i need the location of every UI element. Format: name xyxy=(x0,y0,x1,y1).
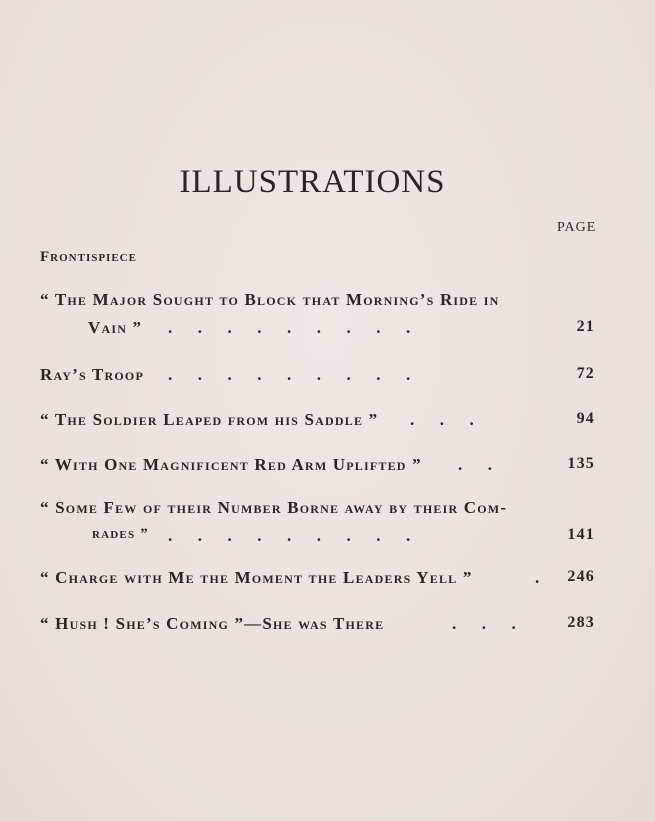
list-item-text: Ray’s Troop xyxy=(40,365,144,384)
list-item-text-continued: rades ” xyxy=(92,526,149,542)
page-number: 283 xyxy=(567,614,595,631)
leader-dots: . xyxy=(535,568,540,587)
page-number: 246 xyxy=(567,568,595,585)
page-column-label: PAGE xyxy=(557,220,597,235)
page-number: 141 xyxy=(567,526,595,543)
list-item-text: “ The Major Sought to Block that Morning’s Ride in xyxy=(40,290,500,309)
list-item-text: Frontispiece xyxy=(40,249,137,265)
leader-dots: . . xyxy=(458,455,518,474)
leader-dots: . . . . . . . . . xyxy=(168,526,436,545)
leader-dots: . . . xyxy=(410,410,500,429)
page-number: 135 xyxy=(567,455,595,472)
list-item-text: “ With One Magnificent Red Arm Uplifted ” xyxy=(40,455,422,474)
page-title: ILLUSTRATIONS xyxy=(179,164,446,200)
list-item-text-continued: Vain ” xyxy=(88,318,143,337)
list-item-text: “ The Soldier Leaped from his Saddle ” xyxy=(40,410,379,429)
page-number: 94 xyxy=(576,410,595,427)
list-item-text: “ Hush ! She’s Coming ”—She was There xyxy=(40,614,385,633)
leader-dots: . . . . . . . . . xyxy=(168,318,436,337)
page-number: 72 xyxy=(576,365,595,382)
page-number: 21 xyxy=(576,318,595,335)
list-item-text: “ Some Few of their Number Borne away by their Com- xyxy=(40,498,508,517)
leader-dots: . . . xyxy=(452,614,516,633)
leader-dots: . . . . . . . . . xyxy=(168,365,436,384)
list-item-text: “ Charge with Me the Moment the Leaders Yell ” xyxy=(40,568,473,587)
